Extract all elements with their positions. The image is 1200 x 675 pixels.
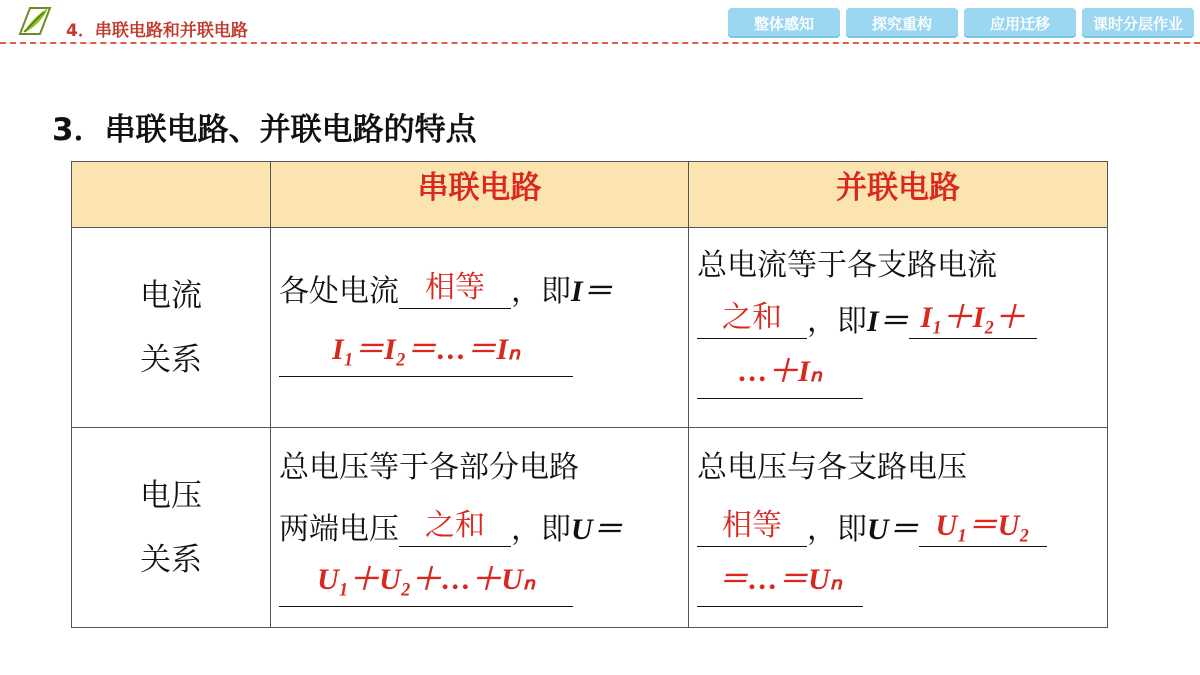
header-parallel bbox=[689, 162, 1108, 228]
series-current-cell bbox=[271, 228, 689, 428]
series-voltage-suffix: ，即 bbox=[511, 512, 571, 547]
nav-tabs bbox=[728, 8, 1194, 38]
table-row-voltage bbox=[72, 428, 1108, 628]
parallel-current-answer: 之和 bbox=[697, 298, 807, 339]
row-label-voltage-line1: 电压 bbox=[140, 477, 202, 514]
header-divider bbox=[0, 42, 1200, 44]
parallel-header-label: 并联电路 bbox=[836, 170, 960, 206]
series-current-formula: I₁＝I₂＝…＝Iₙ bbox=[279, 324, 573, 377]
chapter-title: 4．串联电路和并联电路 bbox=[66, 21, 248, 41]
table-row-current bbox=[72, 228, 1108, 428]
parallel-voltage-answer: 相等 bbox=[697, 506, 807, 547]
parallel-voltage-var: U＝ bbox=[867, 513, 919, 546]
parallel-current-formula-2: …＋Iₙ bbox=[697, 346, 863, 399]
row-label-current bbox=[72, 228, 271, 428]
nav-explore-button[interactable]: 探究重构 bbox=[846, 8, 958, 38]
top-bar bbox=[0, 0, 1200, 46]
parallel-current-var: I＝ bbox=[867, 305, 909, 338]
parallel-current-cell bbox=[689, 228, 1108, 428]
series-voltage-var: U＝ bbox=[571, 513, 623, 546]
parallel-current-text: 总电流等于各支路电流 bbox=[697, 248, 997, 283]
parallel-voltage-text: 总电压与各支路电压 bbox=[697, 450, 967, 485]
row-label-current-line1: 电流 bbox=[140, 277, 202, 314]
series-voltage-cell bbox=[271, 428, 689, 628]
header-series bbox=[271, 162, 689, 228]
series-current-text: 各处电流 bbox=[279, 274, 399, 309]
parallel-voltage-formula-1: U₁＝U₂ bbox=[919, 506, 1047, 547]
parallel-voltage-suffix: ，即 bbox=[807, 512, 867, 547]
parallel-current-formula-1: I₁＋I₂＋ bbox=[909, 298, 1037, 339]
parallel-voltage-formula-2: ＝…＝Uₙ bbox=[697, 554, 863, 607]
parallel-current-suffix: ，即 bbox=[807, 304, 867, 339]
nav-homework-button[interactable]: 课时分层作业 bbox=[1082, 8, 1194, 38]
parallel-voltage-cell bbox=[689, 428, 1108, 628]
nav-overview-button[interactable]: 整体感知 bbox=[728, 8, 840, 38]
circuit-comparison-table bbox=[71, 161, 1108, 628]
series-header-label: 串联电路 bbox=[417, 170, 542, 206]
row-label-voltage bbox=[72, 428, 271, 628]
series-current-suffix: ，即 bbox=[511, 274, 571, 309]
feather-logo-icon bbox=[14, 4, 54, 40]
series-current-var: I＝ bbox=[571, 275, 613, 308]
header-empty-cell bbox=[72, 162, 271, 228]
series-voltage-formula: U₁＋U₂＋…＋Uₙ bbox=[279, 554, 573, 607]
series-voltage-text-2: 两端电压 bbox=[279, 512, 399, 547]
section-title: 3．串联电路、并联电路的特点 bbox=[52, 112, 477, 148]
series-voltage-text-1: 总电压等于各部分电路 bbox=[279, 450, 579, 485]
row-label-voltage-line2: 关系 bbox=[140, 541, 202, 578]
nav-apply-button[interactable]: 应用迁移 bbox=[964, 8, 1076, 38]
series-current-answer: 相等 bbox=[399, 268, 511, 309]
series-voltage-answer: 之和 bbox=[399, 506, 511, 547]
table-header-row bbox=[72, 162, 1108, 228]
row-label-current-line2: 关系 bbox=[140, 341, 202, 378]
